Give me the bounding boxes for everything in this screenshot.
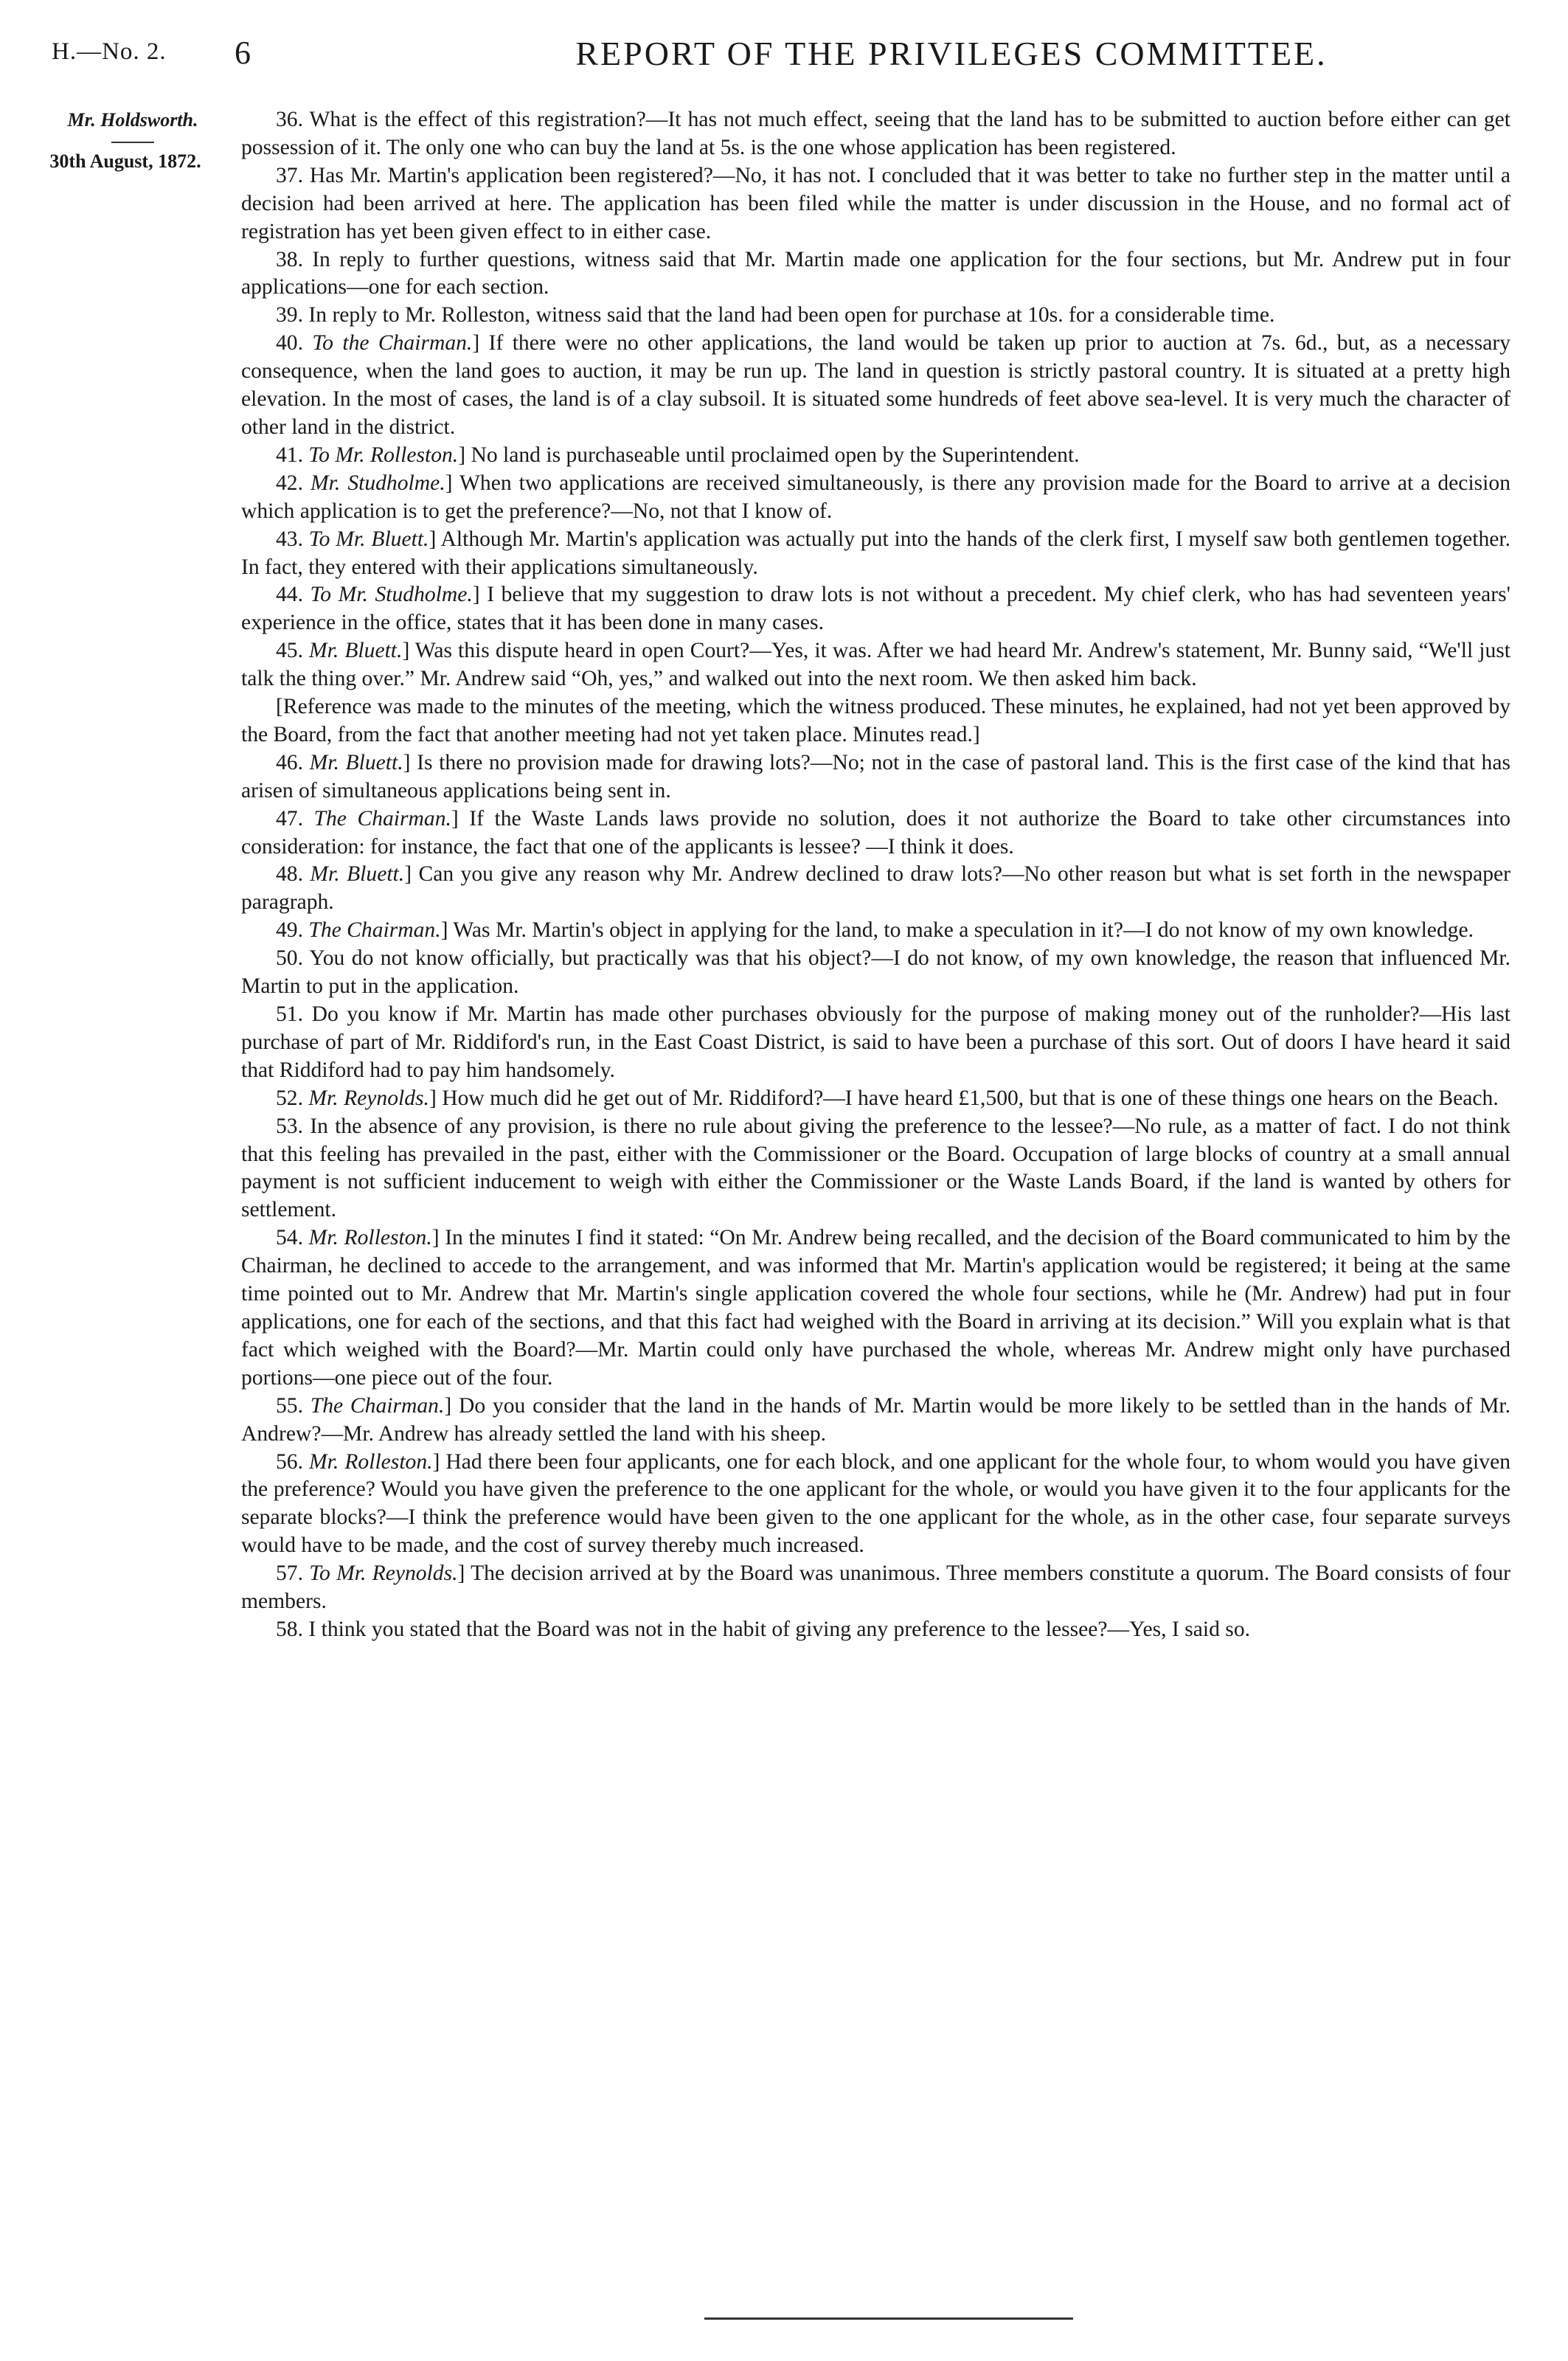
evidence-paragraph: 51. Do you know if Mr. Martin has made other purchases obviously for the purpose of making money out of the runholder?—His last purchase of part of Mr. Riddiford's run, in the East Coast District, is said to have been a purchase of this sort. Out of doors I have heard it said that Riddiford had to pay him handsomely. bbox=[241, 1002, 1510, 1082]
speaker: The Chairman. bbox=[310, 1393, 445, 1418]
speaker: Mr. Reynolds. bbox=[308, 1086, 429, 1110]
witness-name: Mr. Holdsworth. bbox=[67, 109, 198, 131]
speaker: Mr. Bluett. bbox=[310, 862, 405, 887]
evidence-paragraph: 37. Has Mr. Martin's application been registered?—No, it has not. I concluded that it was better to take no further step in the matter until a decision had been arrived at here. The application has been filed while the matter is under discussion in the House, and no formal act of registration has yet been given effect to in either case. bbox=[241, 163, 1510, 243]
evidence-paragraph: 45. Mr. Bluett.] Was this dispute heard in open Court?—Yes, it was. After we had heard Mr. Andrew's statement, Mr. Bunny said, “We'll just talk the thing over.” Mr. Andrew said “Oh, yes,” and walked out into the next room. We then asked him back. bbox=[241, 639, 1510, 691]
page-header bbox=[44, 32, 1512, 84]
evidence-paragraph: [Reference was made to the minutes of the meeting, which the witness produced. These minutes, he explained, had not yet been approved by the Board, from the fact that another meeting had not yet taken place. Minutes read.] bbox=[241, 695, 1510, 746]
speaker: Mr. Bluett. bbox=[309, 750, 403, 774]
margin-divider bbox=[111, 142, 154, 143]
evidence-paragraph: 47. The Chairman.] If the Waste Lands laws provide no solution, does it not authorize the Board to take other circumstances into consideration: for instance, the fact that one of the applicants is lessee? —I think it does. bbox=[241, 806, 1510, 859]
paper-reference: H.—No. 2. bbox=[52, 38, 167, 65]
speaker: Mr. Bluett. bbox=[309, 639, 403, 663]
evidence-paragraph: 43. To Mr. Bluett.] Although Mr. Martin's application was actually put into the hands of the clerk first, I myself saw both gentlemen together. In fact, they entered with their applications simultaneously. bbox=[241, 527, 1510, 579]
speaker: The Chairman. bbox=[313, 806, 451, 831]
speaker: To Mr. Reynolds. bbox=[309, 1561, 458, 1586]
speaker: Mr. Studholme. bbox=[311, 471, 445, 495]
speaker: Mr. Rolleston. bbox=[308, 1226, 432, 1250]
evidence-paragraph: 40. To the Chairman.] If there were no other applications, the land would be taken up prior to auction at 7s. 6d., but, as a necessary consequence, when the land goes to auction, it may be run up. The land in question is strictly pastoral country. It is situated at a pretty high elevation. In the most of cases, the land is of a clay subsoil. It is situated some hundreds of feet above sea-level. It is very much the character of other land in the district. bbox=[241, 331, 1511, 439]
evidence-paragraph: 48. Mr. Bluett.] Can you give any reason why Mr. Andrew declined to draw lots?—No other reason but what is set forth in the newspaper paragraph. bbox=[241, 862, 1510, 915]
evidence-paragraph: 58. I think you stated that the Board was not in the habit of giving any preference to the lessee?—Yes, I said so. bbox=[276, 1617, 1251, 1641]
evidence-paragraph: 55. The Chairman.] Do you consider that the land in the hands of Mr. Martin would be more likely to be settled than in the hands of Mr. Andrew?—Mr. Andrew has already settled the land with his sheep. bbox=[241, 1393, 1511, 1446]
evidence-paragraph: 42. Mr. Studholme.] When two applications are received simultaneously, is there any provision made for the Board to arrive at a decision which application is to get the preference?—No, not that I know of. bbox=[241, 471, 1510, 523]
speaker: To the Chairman. bbox=[312, 331, 473, 356]
evidence-paragraph: 39. In reply to Mr. Rolleston, witness said that the land had been open for purchase at 10s. for a considerable time. bbox=[276, 303, 1275, 327]
evidence-paragraph: 36. What is the effect of this registration?—It has not much effect, seeing that the land has to be submitted to auction before either can get possession of it. The only one who can buy the land at 5s. is the one whose application has been registered. bbox=[241, 108, 1510, 159]
report-title: REPORT OF THE PRIVILEGES COMMITTEE. bbox=[575, 35, 1328, 72]
page-number: 6 bbox=[235, 35, 251, 71]
evidence-paragraph: 49. The Chairman.] Was Mr. Martin's object in applying for the land, to make a speculation in it?—I do not know of my own knowledge. bbox=[276, 918, 1474, 943]
speaker: The Chairman. bbox=[308, 918, 441, 943]
evidence-paragraph: 57. To Mr. Reynolds.] The decision arrived at by the Board was unanimous. Three members constitute a quorum. The Board consists of four members. bbox=[241, 1561, 1511, 1614]
evidence-paragraph: 38. In reply to further questions, witness said that Mr. Martin made one application for the four sections, but Mr. Andrew put in four applications—one for each section. bbox=[241, 247, 1510, 299]
evidence-paragraph: 46. Mr. Bluett.] Is there no provision made for drawing lots?—No; not in the case of pastoral land. This is the first case of the kind that has arisen of simultaneous applications being sent in. bbox=[241, 750, 1510, 802]
evidence-paragraph: 53. In the absence of any provision, is there no rule about giving the preference to the lessee?—No rule, as a matter of fact. I do not think that this feeling has prevailed in the past, either with the Commissioner or the Board. Occupation of large blocks of country at a small annual payment is not sufficient inducement to weigh with either the Commissioner or the Waste Lands Board, if the land is wanted by others for settlement. bbox=[241, 1114, 1510, 1222]
evidence-paragraph: 56. Mr. Rolleston.] Had there been four applicants, one for each block, and one applicant for the whole four, to whom would you have given the preference? Would you have given the preference to the one applicant for the whole, or would you have given it to the four applicants for the separate blocks?—I think the preference would have been given to the one applicant for the whole, as in the other case, four separate surveys would have to be made, and the cost of survey thereby much increased. bbox=[241, 1449, 1511, 1558]
evidence-paragraph: 54. Mr. Rolleston.] In the minutes I find it stated: “On Mr. Andrew being recalled, and the decision of the Board communicated to him by the Chairman, he declined to accede to the arrangement, and was informed that Mr. Martin's application would be registered; it being at the same time pointed out to Mr. Andrew that Mr. Martin's single application covered the whole four sections, while he (Mr. Andrew) had put in four applications, one for each of the sections, and that this fact had weighed with the Board in arriving at its decision.” Will you explain what is that fact which weighed with the Board?—Mr. Martin could only have purchased the whole, whereas Mr. Andrew might only have purchased portions—one piece out of the four. bbox=[241, 1226, 1510, 1390]
evidence-paragraph: 41. To Mr. Rolleston.] No land is purchaseable until proclaimed open by the Superintendent. bbox=[276, 443, 1080, 467]
evidence-paragraph: 52. Mr. Reynolds.] How much did he get out of Mr. Riddiford?—I have heard £1,500, but that is one of these things one hears on the Beach. bbox=[276, 1086, 1499, 1110]
speaker: To Mr. Bluett. bbox=[308, 527, 429, 551]
evidence-paragraph: 50. You do not know officially, but practically was that his object?—I do not know, of my own knowledge, the reason that influenced Mr. Martin to put in the application. bbox=[241, 946, 1510, 999]
closing-divider bbox=[704, 2317, 1073, 2320]
evidence-date: 30th August, 1872. bbox=[49, 150, 201, 172]
evidence-paragraph: 44. To Mr. Studholme.] I believe that my suggestion to draw lots is not without a precedent. My chief clerk, who has had seventeen years' experience in the office, states that it has been done in many cases. bbox=[241, 583, 1510, 635]
speaker: To Mr. Rolleston. bbox=[308, 443, 459, 467]
margin-note bbox=[37, 109, 229, 173]
speaker: To Mr. Studholme. bbox=[310, 583, 473, 607]
evidence-body bbox=[241, 106, 1510, 1644]
speaker: Mr. Rolleston. bbox=[309, 1449, 433, 1474]
